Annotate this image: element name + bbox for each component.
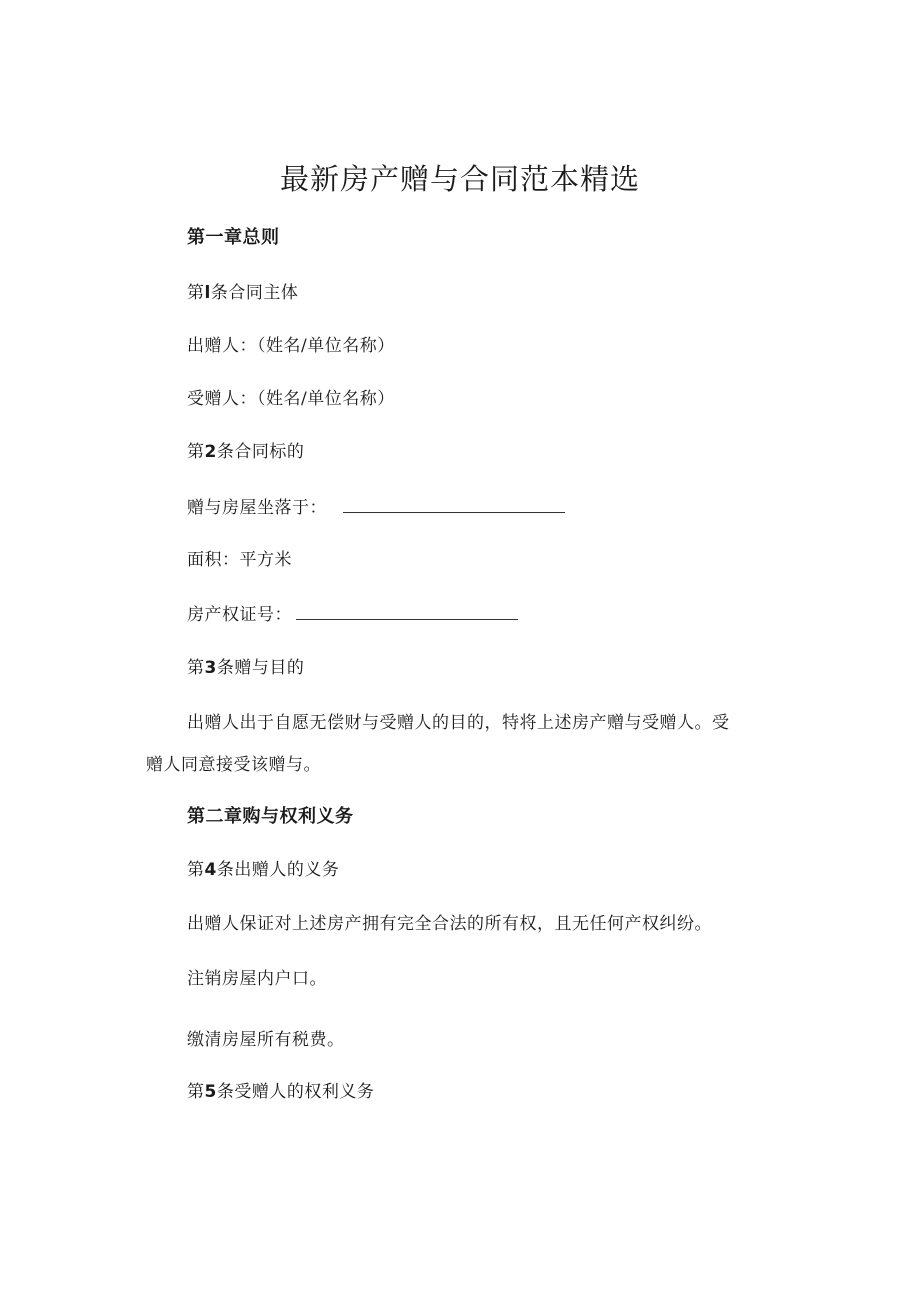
article-number: 5 — [204, 1082, 217, 1102]
chapter-2-heading: 第二章购与权利义务 — [187, 806, 354, 827]
certificate-line — [187, 604, 518, 626]
document-title: 最新房产赠与合同范本精选 — [279, 162, 640, 196]
article-prefix: 第 — [187, 442, 205, 462]
article-3-heading — [187, 657, 304, 679]
area-line: 面积：平方米 — [187, 550, 292, 570]
donor-duty-2: 注销房屋内户口。 — [187, 969, 327, 989]
article-number: 3 — [204, 658, 217, 678]
purpose-paragraph-line-2: 赠人同意接受该赠与。 — [146, 755, 321, 775]
article-title: 条合同标的 — [216, 442, 305, 462]
article-prefix: 第 — [187, 1082, 205, 1102]
article-2-heading — [187, 441, 304, 463]
donor-duty-3: 缴清房屋所有税费。 — [187, 1030, 345, 1050]
article-title: 条受赠人的权利义务 — [216, 1082, 375, 1102]
article-prefix: 第 — [187, 658, 205, 678]
certificate-label: 房产权证号： — [187, 605, 292, 625]
article-5-heading — [187, 1081, 374, 1103]
location-blank — [343, 497, 565, 513]
article-4-heading — [187, 859, 339, 881]
donee-line: 受赠人：（姓名/单位名称） — [187, 389, 395, 409]
donor-line: 出赠人：（姓名/单位名称） — [187, 336, 395, 356]
chapter-1-heading: 第一章总则 — [187, 227, 280, 248]
article-number: 2 — [204, 442, 217, 462]
article-title: 条出赠人的义务 — [216, 860, 340, 880]
article-1-heading — [187, 282, 298, 304]
article-title: 条赠与目的 — [216, 658, 305, 678]
location-line — [187, 497, 565, 519]
article-number: 4 — [204, 860, 217, 880]
article-prefix: 第 — [187, 860, 205, 880]
certificate-blank — [296, 604, 518, 620]
article-title: 条合同主体 — [210, 283, 299, 303]
article-prefix: 第 — [187, 283, 205, 303]
article-number: l — [204, 283, 211, 303]
donor-duty-1: 出赠人保证对上述房产拥有完全合法的所有权，且无任何产权纠纷。 — [187, 914, 712, 934]
location-label: 赠与房屋坐落于： — [187, 498, 327, 518]
purpose-paragraph-line-1: 出赠人出于自愿无偿财与受赠人的目的，特将上述房产赠与受赠人。受 — [187, 713, 730, 733]
